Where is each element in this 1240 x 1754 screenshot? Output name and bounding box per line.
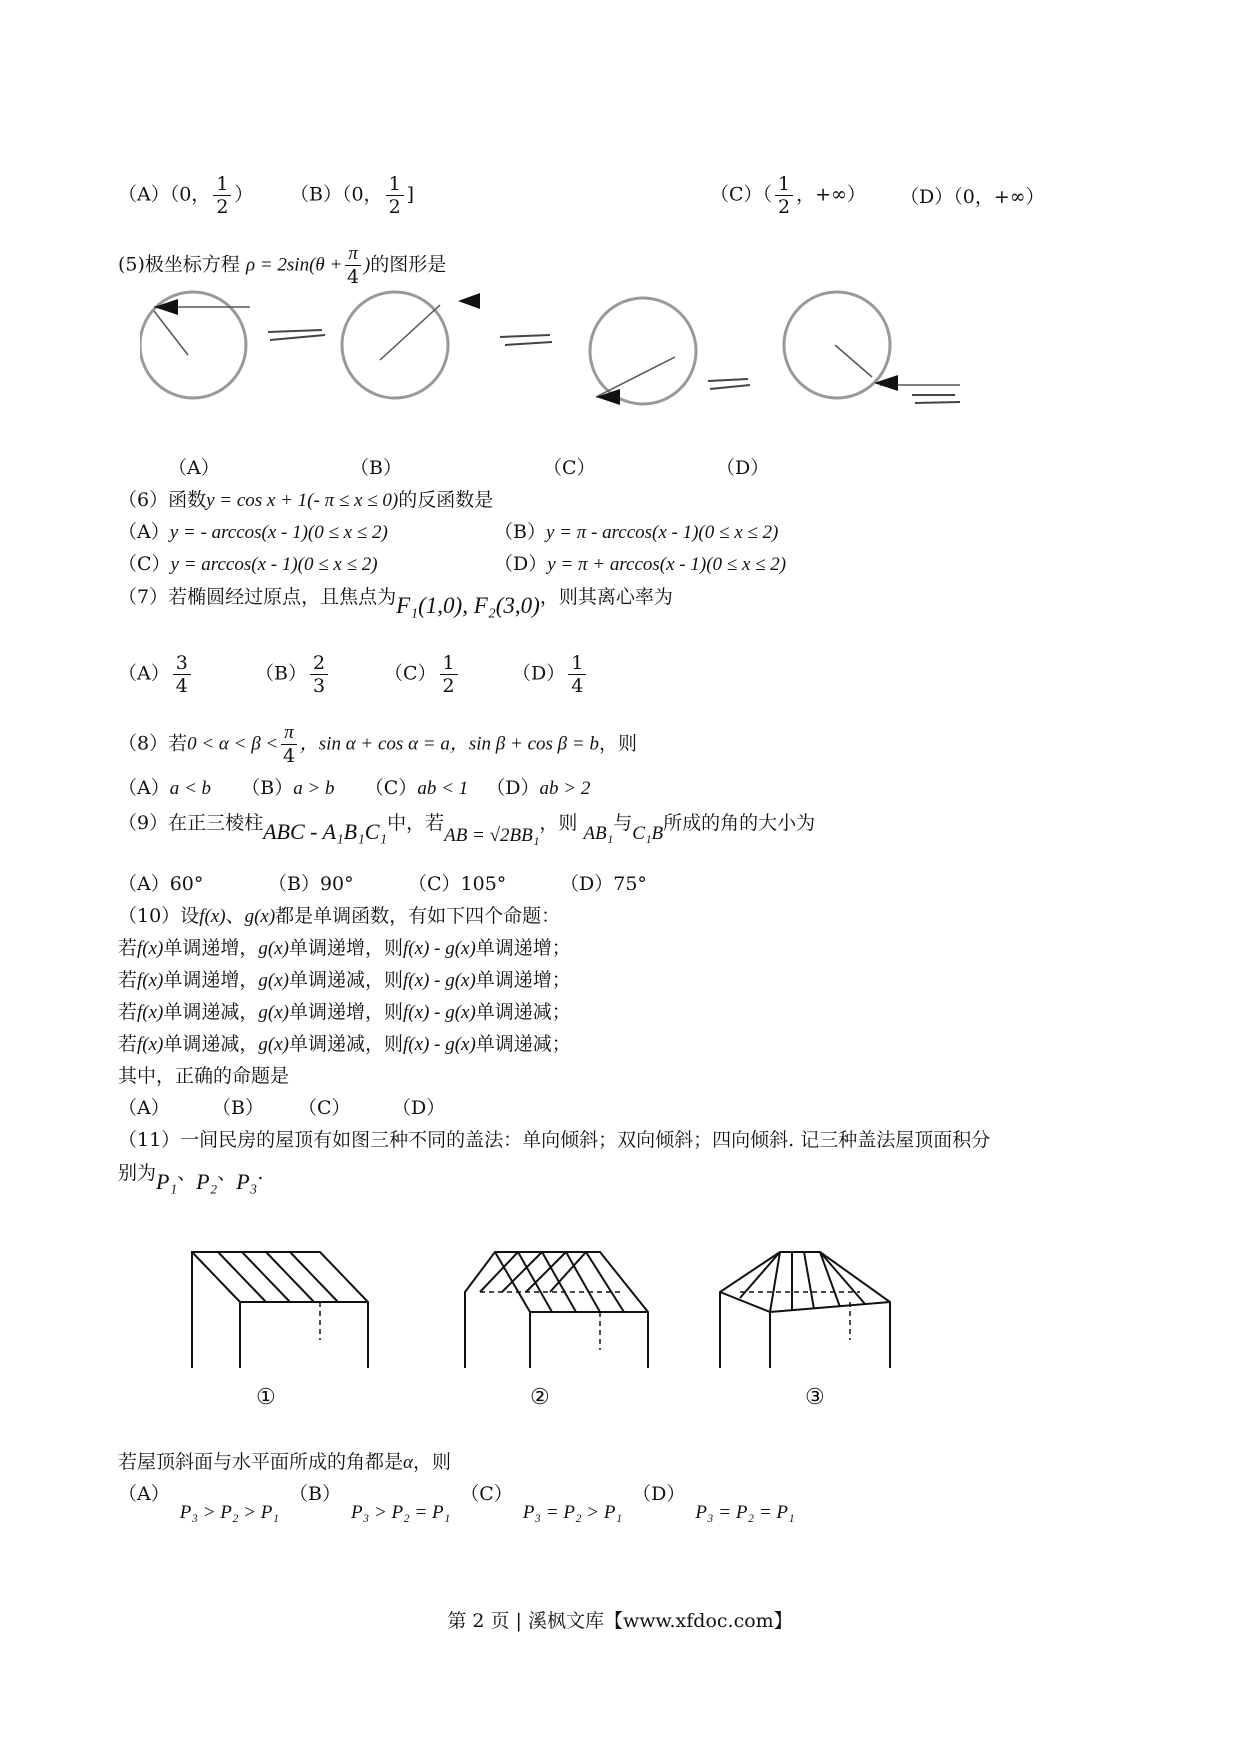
q5-label-c: （C）: [543, 457, 596, 479]
q9-stem: （9）在正三棱柱ABC - A₁B₁C₁中，若AB = √2BB₁，则 AB₁与C₁B所成的角的大小为: [118, 812, 816, 846]
page-footer: 第 2 页 | 溪枫文库【www.xfdoc.com】: [447, 1610, 793, 1632]
q10-prop-3: 若f(x)单调递减，g(x)单调递增，则f(x) - g(x)单调递减；: [118, 1001, 571, 1023]
q11-condition: 若屋顶斜面与水平面所成的角都是α，则: [118, 1451, 452, 1473]
q6-option-b: （B）y = π - arccos(x - 1)(0 ≤ x ≤ 2): [494, 521, 779, 543]
q10-prop-4: 若f(x)单调递减，g(x)单调递减，则f(x) - g(x)单调递减；: [118, 1033, 571, 1055]
q6-option-a: （A）y = - arccos(x - 1)(0 ≤ x ≤ 2): [118, 521, 388, 543]
q6-option-d: （D）y = π + arccos(x - 1)(0 ≤ x ≤ 2): [494, 553, 787, 575]
q9-option-a: （A）60°: [118, 873, 204, 895]
q4-option-b: （B）（0， $\frac{1}{2}$ ]: [290, 173, 415, 218]
q8-options: （A）a < b （B）a > b （C）ab < 1 （D）ab > 2: [118, 777, 591, 799]
q10-stem: （10）设f(x)、g(x)都是单调函数，有如下四个命题：: [118, 905, 561, 927]
q7-option-a: （A） $\frac{3}{4}$: [118, 652, 194, 697]
q11-roof-figures: [180, 1240, 920, 1370]
q5-label-d: （D）: [716, 457, 770, 479]
q11-figure-label-3: ③: [805, 1385, 825, 1410]
q5-label-b: （B）: [350, 457, 402, 479]
q10-option-a: （A）: [118, 1097, 170, 1119]
q6-option-c: （C）y = arccos(x - 1)(0 ≤ x ≤ 2): [118, 553, 378, 575]
q11-figure-label-1: ①: [256, 1385, 276, 1410]
q10-option-d: （D）: [392, 1097, 446, 1119]
q4-option-c: （C）（ $\frac{1}{2}$ ，+∞）: [710, 173, 866, 218]
q9-option-b: （B）90°: [268, 873, 354, 895]
q6-stem: （6）函数y = cos x + 1(- π ≤ x ≤ 0)的反函数是: [118, 489, 494, 511]
q10-conclusion: 其中，正确的命题是: [118, 1065, 290, 1087]
q10-option-c: （C）: [298, 1097, 351, 1119]
q4-option-a: （A）（0， $\frac{1}{2}$ ）: [118, 173, 254, 218]
q10-prop-2: 若f(x)单调递增，g(x)单调递减，则f(x) - g(x)单调递增；: [118, 969, 571, 991]
q8-stem: （8）若0 < α < β < $\frac{\pi}{4}$ ，sin α + cos α = a，sin β + cos β = b，则: [118, 722, 637, 767]
q11-figure-label-2: ②: [530, 1385, 550, 1410]
q7-option-b: （B） $\frac{2}{3}$: [255, 652, 331, 697]
q9-option-c: （C）105°: [408, 873, 507, 895]
q11-stem-line2: 别为P₁、P₂、P₃.: [118, 1162, 264, 1194]
q5-stem: (5)极坐标方程 ρ = 2sin(θ + $\frac{\pi}{4}$ )的图形是: [118, 243, 447, 288]
q9-option-d: （D）75°: [560, 873, 647, 895]
q5-label-a: （A）: [168, 457, 220, 479]
q7-stem: （7）若椭圆经过原点，且焦点为F₁(1,0), F₂(3,0)，则其离心率为: [118, 586, 673, 618]
q11-stem-line1: （11）一间民房的屋顶有如图三种不同的盖法：单向倾斜；双向倾斜；四向倾斜. 记三种盖法屋顶面积分: [118, 1129, 991, 1151]
q7-option-c: （C） $\frac{1}{2}$: [384, 652, 461, 697]
q7-option-d: （D） $\frac{1}{4}$: [512, 652, 589, 697]
q10-prop-1: 若f(x)单调递增，g(x)单调递增，则f(x) - g(x)单调递增；: [118, 937, 571, 959]
q5-circle-figures: [140, 285, 970, 425]
q11-options: （A）P₃ > P₂ > P₁（B）P₃ > P₂ = P₁（C）P₃ = P₂ > P₁（D）P₃ = P₂ = P₁: [118, 1483, 795, 1523]
q4-option-d: （D）（0，+∞）: [900, 186, 1045, 208]
q10-option-b: （B）: [212, 1097, 264, 1119]
